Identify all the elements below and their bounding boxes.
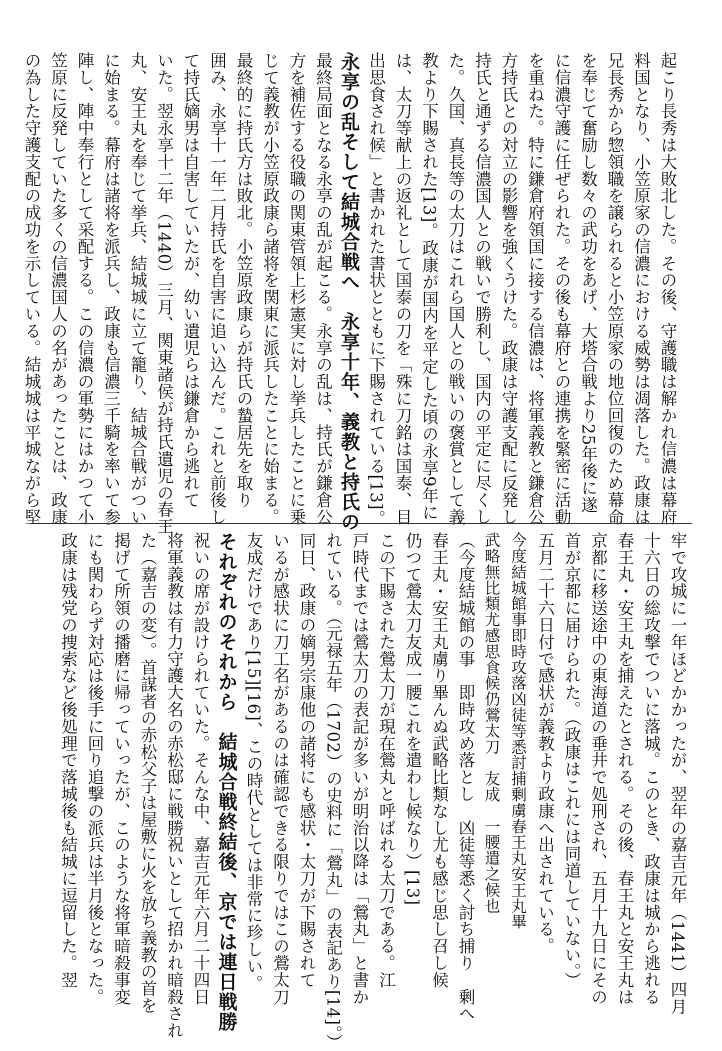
text-column: 祝いの席が設けられていた。そんな中、嘉吉元年六月二十四日 (191, 532, 210, 1006)
text-column: 出思食され候」と書かれた書状とともに下賜されている[13]。 (366, 52, 386, 527)
upper-text-block (22, 52, 680, 535)
text-column: この下賜された鶯太刀が現在鶯丸と呼ばれる太刀である。江 (376, 532, 396, 989)
text-column: （今度結城館の事 即時攻め落とし 凶徒等悉く討ち捕り 剰へ (456, 532, 475, 1023)
text-column: じて義教が小笠原政康ら諸将を関東に派兵したことに始まる。 (260, 52, 280, 526)
text-column: は、太刀等献上の返礼として国泰の刀を「殊に刀銘は国泰、目 (393, 52, 412, 526)
text-column: 丸、安王丸を奉じて挙兵、結城城に立て籠り、結城合戦がつい (128, 52, 147, 526)
text-column: の為した守護支配の成功を示している。結城城は平城ながら堅 (22, 52, 41, 526)
text-column: 持氏と通ずる信濃国人との戦いで勝利し、国内の平定に尽くし (472, 52, 492, 526)
text-column: 方を補佐する役職の関東管領上杉憲実に対し挙兵したことに乗 (287, 52, 306, 526)
text-column: 京都に移送途中の東海道の垂井で処刑され、五月十九日にその (588, 532, 608, 1006)
text-column: いた。翌永享十二年（1440）三月、関東諸侯が持氏遺児の春王 (154, 52, 174, 535)
text-column: いるが感状に刀工名があるのは確認できる限りではこの鶯太刀 (270, 532, 290, 1006)
lower-text-block (40, 532, 690, 1051)
text-column: 囲み、永享十一年二月持氏を自害に追い込んだ。これと前後し (207, 52, 227, 526)
text-column: 料国となり、小笠原家の信濃における威勢は凋落した。政康は (631, 52, 651, 526)
text-column: 起こり長秀は大敗北した。その後、守護職は解かれ信濃は幕府 (658, 52, 677, 526)
text-column: 政康は残党の捜索など後処理で落城後も結城に逗留した。翌 (58, 532, 78, 989)
text-column: 最終局面となる永享の乱が起こる。永享の乱は、持氏が鎌倉公 (313, 52, 333, 526)
text-column: 教より下賜された[13]。政康が国内を平定した頃の永享9年に (419, 52, 439, 521)
section-heading-sorezore: それぞれのそれから 結城合戦終結後、京では連日戦勝 (215, 532, 238, 1032)
section-heading-eikyo-no-ran: 永享の乱そして結城合戦へ 永享十年、義教と持氏の (338, 52, 360, 532)
text-column: にも関わらず対応は後手に回り追撃の派兵は半月後となった。 (85, 532, 104, 1006)
text-column: た（嘉吉の変）。首謀者の赤松父子は屋敷に火を放ち義教の首を (138, 532, 157, 1014)
text-column: に信濃守護に任ぜられた。その後も幕府との連携を緊密に活動 (552, 52, 571, 526)
kanjo-quote-line: 武略無比類尤感思食候仍鶯太刀 友成 一腰遣之候也 (482, 532, 501, 914)
text-column: 方持氏との対立の影響を強くうけた。政康は守護支配に反発し (499, 52, 518, 526)
text-column: た。久国、真長等の太刀はこれら国人との戦いの褒賞として義 (446, 52, 465, 526)
text-column: て持氏嫡男は自害していたが、幼い遺児らは鎌倉から逃れて (181, 52, 200, 509)
text-column: 春王丸・安王丸虜り畢んぬ武略比類なし尤も感じ思し召し候 (429, 532, 449, 989)
text-column: 同日、政康の嫡男宗康他の諸将にも感状・太刀が下賜されて (297, 532, 316, 989)
text-column: 春王丸・安王丸を捕えたとされる。その後、春王丸と安王丸は (615, 532, 634, 1006)
text-column: 友成だけであり[15][16]、この時代としては非常に珍しい。 (244, 532, 263, 992)
text-column: 笠原に反発していた多くの信濃国人の名があったことは、政康 (48, 52, 68, 526)
text-column: 将軍義教は有力守護大名の赤松邸に戦勝祝いとして招かれ暗殺され (164, 532, 184, 1039)
text-column: 十六日の総攻撃でついに落城。このとき、政康は城から逃れる (641, 532, 661, 1006)
text-column: 陣し、陣中奉行として采配する。この信濃の軍勢にはかつて小 (75, 52, 94, 526)
text-column: 最終的に持氏方は敗北。小笠原政康らが持氏の蟄居先を取り (234, 52, 253, 509)
text-column: れている。（元禄五年（1702）の史料に「鶯丸」の表記あり[14]。） (323, 532, 343, 1051)
text-column: 五月二十六日付で感状が義教より政康へ出されている。 (535, 532, 555, 955)
text-column: 掲げて所領の播磨に帰っていったが、このような将軍暗殺事変 (111, 532, 131, 1006)
text-column: 兄長秀から惣領職を譲られると小笠原家の地位回復のため幕命 (605, 52, 624, 526)
text-column: に始まる。幕府は諸将を派兵し、政康も信濃三千騎を率いて参 (101, 52, 121, 526)
section-divider (30, 523, 692, 524)
text-column: 仍つて鶯太刀友成一腰これを遣わし候なり）[13] (403, 532, 422, 906)
kanjo-quote-line: 今度結城館事即時攻落凶徒等悉討捕剰虜春王丸安王丸畢 (509, 532, 527, 930)
text-column: 戸時代までは鶯太刀の表記が多いが明治以降は「鶯丸」と書か (350, 532, 369, 1006)
text-column: を奉じて奮励し数々の武功をあげ、大塔合戦より25年後に遂 (578, 52, 598, 514)
text-column: 牢で攻城に一年ほどかかったが、翌年の嘉吉元年（1441）四月 (668, 532, 687, 1015)
text-column: を重ねた。特に鎌倉府領国に接する信濃は、将軍義教と鎌倉公 (525, 52, 545, 526)
text-column: 首が京都に届けられた。（政康はこれには同道していない。） (562, 532, 581, 989)
